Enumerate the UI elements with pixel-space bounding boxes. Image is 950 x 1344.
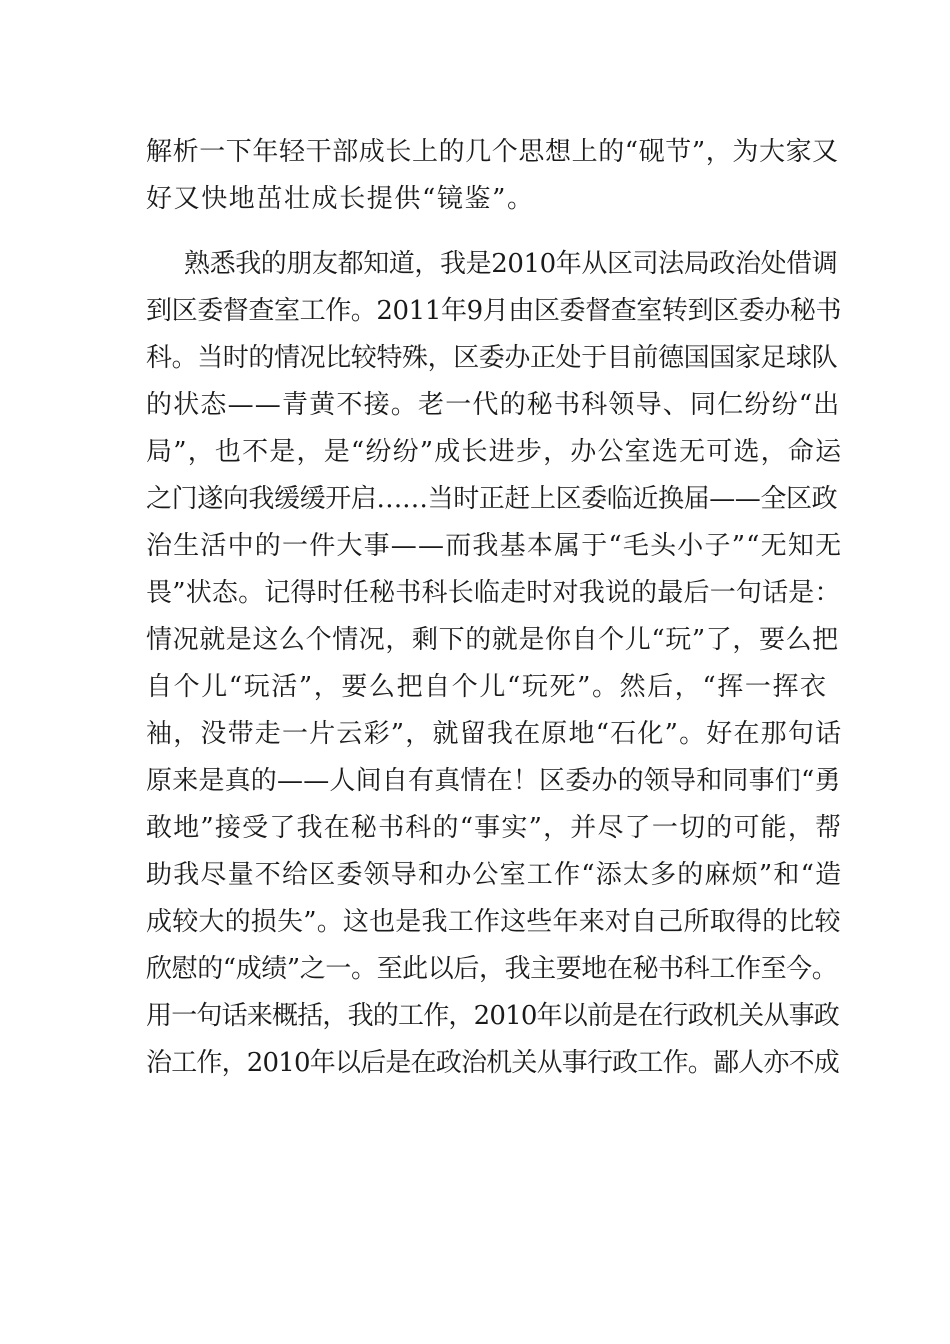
paragraph-2-line-11: 袖，没带走一片云彩”，就留我在原地“石化”。好在那句话 <box>146 719 843 749</box>
paragraph-2-line-15: 成较大的损失”。这也是我工作这些年来对自己所取得的比较 <box>146 907 841 937</box>
paragraph-2-line-9: 情况就是这么个情况，剩下的就是你自个儿“玩”了，要么把 <box>146 625 839 655</box>
paragraph-2-line-2: 到区委督查室工作。2011年9月由区委督查室转到区委办秘书 <box>146 296 842 326</box>
paragraph-1-line-1: 解析一下年轻干部成长上的几个思想上的“砚节”，为大家又 <box>146 137 839 167</box>
paragraph-2-line-3: 科。当时的情况比较特殊，区委办正处于目前德国国家足球队 <box>146 343 838 373</box>
paragraph-2-line-13: 敢地”接受了我在秘书科的“事实”，并尽了一切的可能，帮 <box>146 813 843 843</box>
paragraph-2-line-1: 熟悉我的朋友都知道，我是2010年从区司法局政治处借调 <box>184 249 838 279</box>
paragraph-2-line-17: 用一句话来概括，我的工作，2010年以前是在行政机关从事政 <box>146 1001 839 1031</box>
paragraph-2-line-5: 局”，也不是，是“纷纷”成长进步，办公室选无可选，命运 <box>146 437 843 467</box>
paragraph-2-line-16: 欣慰的“成绩”之一。至此以后，我主要地在秘书科工作至今。 <box>146 954 838 984</box>
paragraph-1-line-2: 好又快地茁壮成长提供“镜鉴”。 <box>146 184 535 214</box>
paragraph-2-line-6: 之门遂向我缓缓开启……当时正赶上区委临近换届——全区政 <box>146 484 838 514</box>
paragraph-2-line-10: 自个儿“玩活”，要么把自个儿“玩死”。然后，“挥一挥衣 <box>146 672 828 702</box>
paragraph-2-line-7: 治生活中的一件大事——而我基本属于“毛头小子”“无知无 <box>146 531 843 561</box>
paragraph-2-line-18: 治工作，2010年以后是在政治机关从事行政工作。鄙人亦不成 <box>146 1048 839 1078</box>
paragraph-2-line-14: 助我尽量不给区委领导和办公室工作“添太多的麻烦”和“造 <box>146 860 843 890</box>
paragraph-2-line-4: 的状态——青黄不接。老一代的秘书科领导、同仁纷纷“出 <box>146 390 841 420</box>
paragraph-2-line-8: 畏”状态。记得时任秘书科长临走时对我说的最后一句话是： <box>146 578 841 608</box>
paragraph-2-line-12: 原来是真的——人间自有真情在！区委办的领导和同事们“勇 <box>146 766 841 796</box>
